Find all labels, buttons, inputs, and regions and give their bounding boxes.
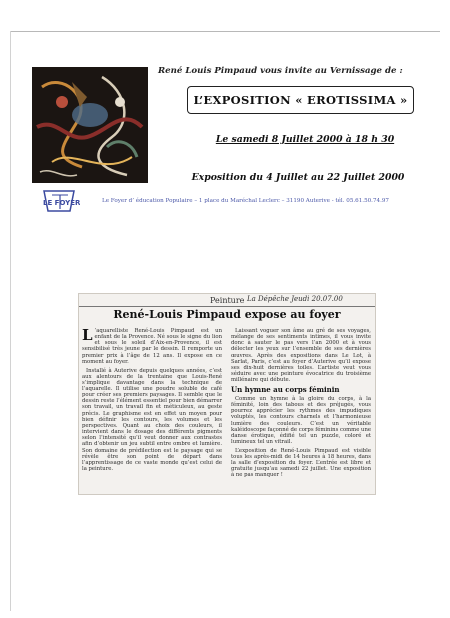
artwork-image	[32, 67, 148, 183]
clipping-header-rule	[79, 306, 375, 307]
clipping-rubric: Peinture	[210, 296, 245, 305]
clipping-left-column	[82, 328, 222, 475]
artwork-painting	[32, 67, 148, 183]
drop-cap: L	[82, 326, 93, 344]
vernissage-date: Le samedi 8 Juillet 2000 à 18 h 30	[215, 134, 395, 145]
right-paragraph-1: Laissant voguer son âme au gré de ses voyages, mélange de ses sentiments intimes, il vous invite donc à sauter le pas vers l’an 2000 et à vous délecter les yeux sur l’ensemble de ses dernières œuvres. Après des expositions dans Le Lot, à Sarlat, Paris, c’est au foyer d’Auterive qu’il expose ses dix-huit dernières toiles. L’artiste veut vous séduire avec une peinture évocatrice du troisième millénaire qui débute.	[231, 328, 371, 384]
newspaper-clipping	[78, 293, 376, 495]
foyer-logo-icon	[40, 187, 80, 215]
logo-text: LE FOYER	[43, 199, 80, 207]
venue-address: Le Foyer d’ éducation Populaire – 1 place du Maréchal Leclerc – 31190 Auterive - tél. 05.61.50.74.97	[102, 198, 389, 204]
exhibition-dates: Exposition du 4 Juillet au 22 Juillet 2000	[191, 172, 405, 183]
foyer-logo	[40, 187, 80, 215]
clipping-headline: René-Louis Pimpaud expose au foyer	[113, 308, 341, 321]
exhibition-title: L’EXPOSITION « EROTISSIMA »	[193, 93, 408, 107]
clipping-source-note: La Dépêche Jeudi 20.07.00	[247, 295, 343, 303]
invitation-host-line: René Louis Pimpaud vous invite au Vernissage de :	[158, 66, 403, 76]
left-paragraph-2: Installé à Auterive depuis quelques années, c’est aux alentours de la trentaine que Louis-René s’implique davantage dans la technique de l’aquarelle. Il utilise une poudre soluble de café pour créer ses premiers paysages. Il semble que le dessin reste l’élément essentiel pour bien démarrer son travail, un travail fin et méticuleux, au geste précis. Le graphisme est en effet un moyen pour bien définir les contours, les volumes et les perspectives. Quant au choix des couleurs, il intervient dans le dosage des différents pigments selon l’intensité qu’il veut donner aux contrastes afin d’obtenir un jeu subtil entre ombre et lumière. Son domaine de prédilection est le paysage qui se révèle être son point de départ dans l’apprentissage de ce vaste monde qu’est celui de la peinture.	[82, 367, 222, 473]
left-paragraph-1-text: ’aquarelliste René-Louis Pimpaud est un enfant de la Provence. Né sous le signe du lion et sous le soleil d’Aix-en-Provence, il est sensibilisé très jeune par le dessin. Il remporte un premier prix à l’âge de 12 ans. Il expose en ce moment au foyer.	[82, 328, 222, 365]
page-top-rule	[10, 31, 440, 32]
left-paragraph-1	[82, 328, 222, 365]
clipping-subhead: Un hymne au corps féminin	[231, 385, 340, 394]
page-left-rule	[10, 31, 11, 611]
right-paragraph-2: Comme un hymne à la gloire du corps, à la féminité, loin des tabous et des préjugés, vous pourrez apprécier les rythmes des impudiques voluptés, les contours charnels et l’harmonieuse lumière des couleurs. C’est un véritable kaléidoscope façonné de corps féminins comme une danse érotique, édifié tel un puzzle, coloré et lumineux tel un vitrail.	[231, 396, 371, 446]
clipping-right-column	[231, 328, 371, 481]
right-paragraph-3: L’exposition de René-Louis Pimpaud est visible tous les après-midi de 14 heures à 18 heures, dans la salle d’exposition du foyer. L’entrée est libre et gratuite jusqu’au samedi 22 juillet. Une exposition à ne pas manquer !	[231, 447, 371, 479]
exhibition-title-box	[187, 86, 414, 114]
